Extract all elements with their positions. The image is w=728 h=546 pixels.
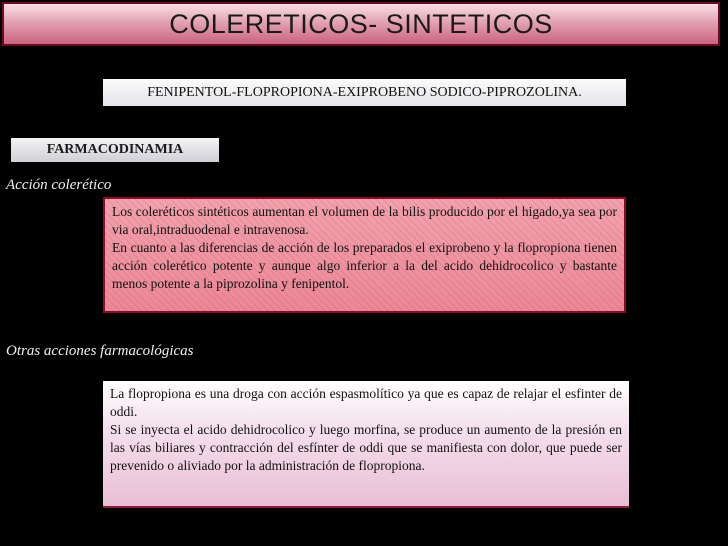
drug-list-banner [103,79,626,106]
choleretic-action-box [103,197,626,313]
section-heading-accion-coleretico: Acción colerético [6,177,112,193]
other-actions-paragraph-1: La flopropiona es una droga con acción espasmolítico ya que es capaz de relajar el esfinter de oddi. [110,386,622,419]
section-tab-farmacodinamia [11,138,219,162]
slide-title: COLERETICOS- SINTETICOS [169,8,553,39]
other-actions-box [103,381,629,508]
choleretic-paragraph-1: Los coleréticos sintéticos aumentan el volumen de la bilis producido por el higado,ya sea por via oral,intraduodenal e intravenosa. [112,204,617,237]
slide-title-banner [2,2,720,46]
choleretic-paragraph-2: En cuanto a las diferencias de acción de los preparados el exiprobeno y la flopropiona tienen acción colerético potente y aunque algo inferior a la del acido dehidrocolico y bastante menos potente a la piprozolina y fenipentol. [112,240,617,291]
section-heading-otras-acciones: Otras acciones farmacológicas [6,343,194,359]
drug-list-text: FENIPENTOL-FLOPROPIONA-EXIPROBENO SODICO-PIPROZOLINA. [147,84,582,100]
other-actions-paragraph-2: Si se inyecta el acido dehidrocolico y luego morfina, se produce un aumento de la presión en las vías biliares y contracción del esfínter de oddi que se manifiesta con dolor, que puede ser prevenido o aliviado por la administración de flopropiona. [110,422,622,473]
section-tab-label: FARMACODINAMIA [46,142,184,157]
